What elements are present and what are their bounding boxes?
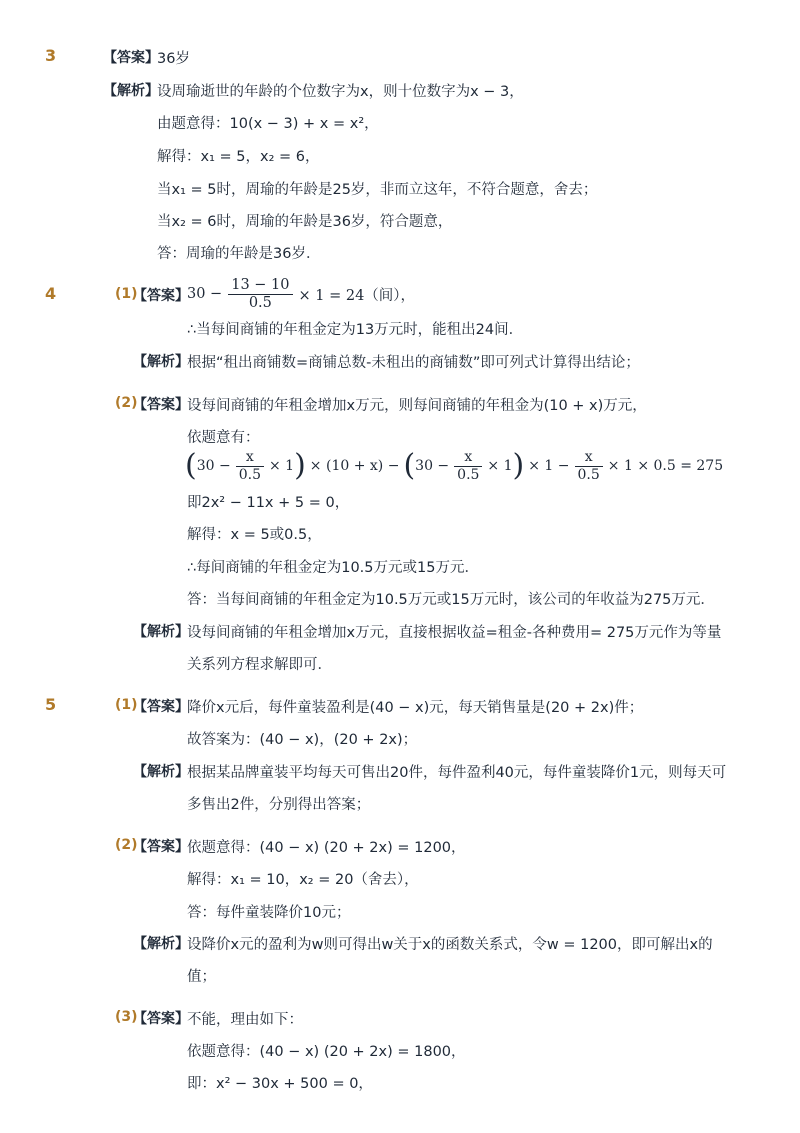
solution-line: 答：周瑜的年龄是36岁． <box>157 246 321 262</box>
fraction <box>228 277 292 312</box>
solution-line: 即2x² − 11x + 5 = 0， <box>187 495 350 511</box>
analysis-tag: 【解析】 <box>133 624 189 640</box>
analysis-tag: 【解析】 <box>133 354 189 370</box>
solution-line: 解得：x = 5或0.5， <box>187 527 322 543</box>
answer-tag: 【答案】 <box>133 839 189 855</box>
analysis-text: 根据某品牌童装平均每天可售出20件，每件盈利40元，每件童装降价1元，则每天可 <box>187 765 727 781</box>
equation-part: × 1 − <box>528 458 570 474</box>
denominator: 0.5 <box>457 466 480 483</box>
analysis-text: 多售出2件，分别得出答案； <box>187 797 371 813</box>
part-label: (2) <box>115 395 138 411</box>
part-label: (1) <box>115 286 138 302</box>
numerator: x <box>236 449 264 467</box>
denominator: 0.5 <box>238 466 261 483</box>
solution-line: 设周瑜逝世的年龄的个位数字为x，则十位数字为x − 3， <box>157 84 524 100</box>
equation-part: × 1 = 24（间）， <box>298 287 416 304</box>
solution-line: 不能，理由如下： <box>187 1012 303 1028</box>
solution-line: 答：当每间商铺的年租金定为10.5万元或15万元时，该公司的年收益为275万元． <box>187 592 715 608</box>
answer-tag: 【答案】 <box>103 50 159 66</box>
question-number: 5 <box>45 695 57 714</box>
denominator: 0.5 <box>577 466 600 483</box>
analysis-tag: 【解析】 <box>133 936 189 952</box>
answer-tag: 【答案】 <box>133 1011 189 1027</box>
equation <box>185 446 723 486</box>
analysis-text: 值； <box>187 969 216 985</box>
solution-line: ∴当每间商铺的年租金定为13万元时，能租出24间． <box>187 322 524 338</box>
solution-line: 当x₁ = 5时，周瑜的年龄是25岁，非而立这年，不符合题意，舍去； <box>157 182 598 198</box>
answer-tag: 【答案】 <box>133 288 189 304</box>
equation-part: × 1 <box>268 458 295 474</box>
answer-text: 36岁 <box>157 51 190 67</box>
equation-part: × 1 × 0.5 = 275 <box>607 458 724 474</box>
analysis-tag: 【解析】 <box>133 764 189 780</box>
solution-line: 解得：x₁ = 10，x₂ = 20（舍去）， <box>187 872 419 888</box>
analysis-text: 设降价x元的盈利为w则可得出w关于x的函数关系式，令w = 1200，即可解出x的 <box>187 937 713 953</box>
numerator: x <box>575 449 603 467</box>
fraction <box>575 449 603 484</box>
solution-line: 答：每件童装降价10元； <box>187 905 351 921</box>
analysis-tag: 【解析】 <box>103 83 159 99</box>
fraction <box>454 449 482 484</box>
part-label: (1) <box>115 697 138 713</box>
solution-line: ∴每间商铺的年租金定为10.5万元或15万元． <box>187 560 479 576</box>
answer-tag: 【答案】 <box>133 699 189 715</box>
part-label: (3) <box>115 1009 138 1025</box>
analysis-text: 根据“租出商铺数=商铺总数-未租出的商铺数”即可列式计算得出结论； <box>187 355 640 371</box>
equation-part: × 1 <box>487 458 513 474</box>
answer-tag: 【答案】 <box>133 397 189 413</box>
part-label: (2) <box>115 837 138 853</box>
denominator: 0.5 <box>248 294 272 311</box>
question-number: 3 <box>45 46 57 65</box>
equation-part: × (10 + x) − <box>309 458 400 474</box>
numerator: 13 − 10 <box>228 277 292 295</box>
solution-line: 故答案为：(40 − x)，(20 + 2x)； <box>187 732 418 748</box>
fraction <box>236 449 264 484</box>
solution-line: 依题意有： <box>187 430 260 446</box>
analysis-text: 关系列方程求解即可． <box>187 657 332 673</box>
paren: ) <box>294 448 306 483</box>
solution-line: 依题意得：(40 − x) (20 + 2x) = 1200， <box>187 840 466 856</box>
paren: ) <box>512 448 525 483</box>
solution-line: 依题意得：(40 − x) (20 + 2x) = 1800， <box>187 1044 466 1060</box>
equation-part: 30 − <box>187 286 223 302</box>
solution-line: 解得：x₁ = 5，x₂ = 6， <box>157 149 320 165</box>
equation-part: 30 − <box>196 458 231 474</box>
question-number: 4 <box>45 284 57 303</box>
solution-line: 即：x² − 30x + 500 = 0， <box>187 1076 373 1092</box>
numerator: x <box>454 449 482 467</box>
solution-line: 设每间商铺的年租金增加x万元，则每间商铺的年租金为(10 + x)万元， <box>187 398 647 414</box>
solution-line: 当x₂ = 6时，周瑜的年龄是36岁，符合题意， <box>157 214 453 230</box>
answer-equation <box>187 274 415 314</box>
paren: ( <box>185 448 197 483</box>
solution-line: 降价x元后，每件童装盈利是(40 − x)元，每天销售量是(20 + 2x)件； <box>187 700 644 716</box>
equation-part: 30 − <box>415 458 450 474</box>
paren: ( <box>403 448 416 483</box>
analysis-text: 设每间商铺的年租金增加x万元，直接根据收益=租金-各种费用= 275万元作为等量 <box>187 625 722 641</box>
solution-line: 由题意得：10(x − 3) + x = x²， <box>157 116 379 132</box>
